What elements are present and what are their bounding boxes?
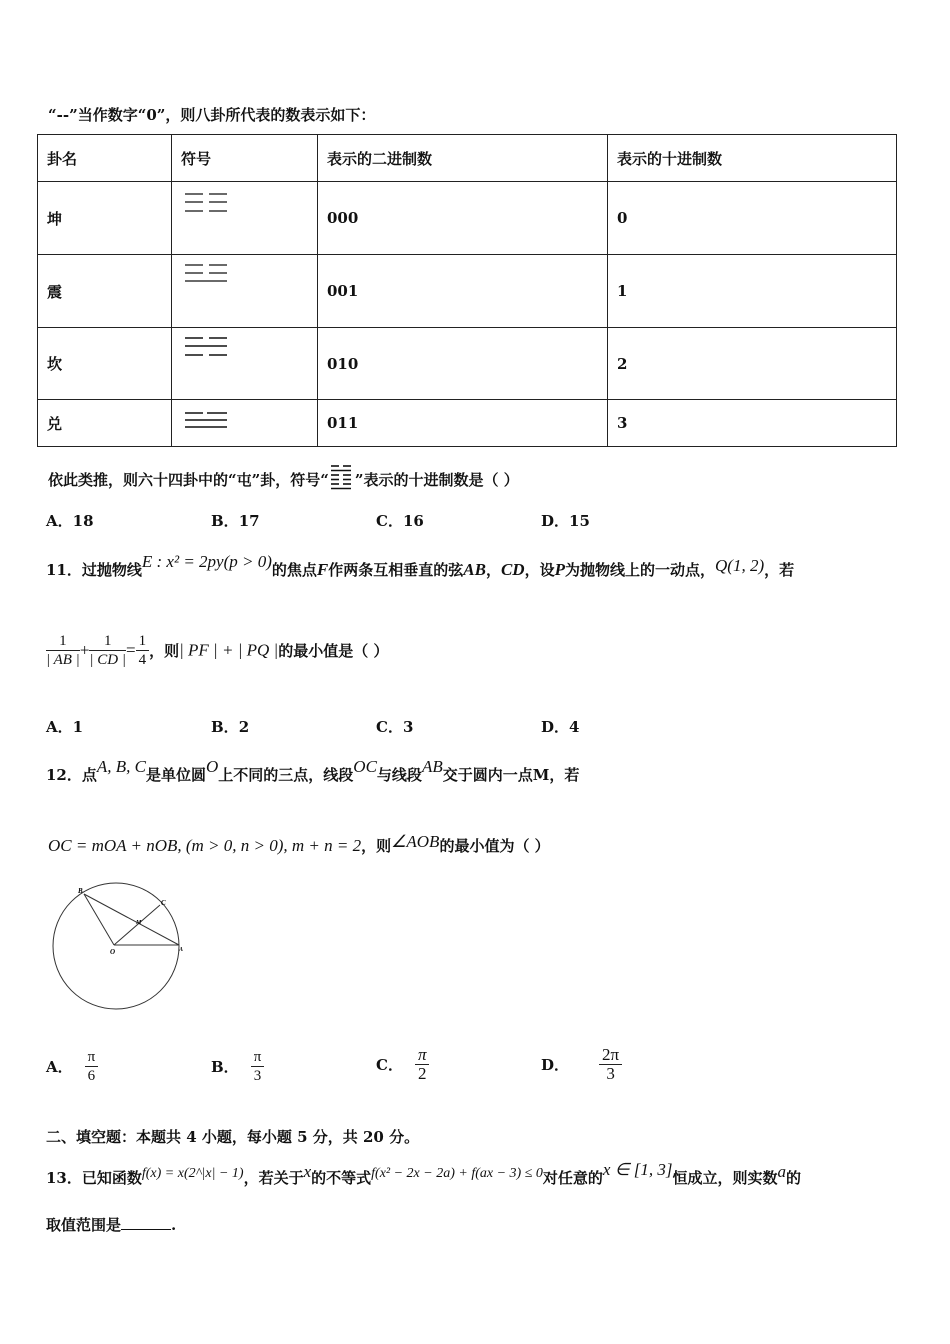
option-label: D． [541, 718, 570, 736]
frac-num: 2π [599, 1046, 622, 1065]
option-text: 15 [569, 512, 590, 530]
q11-stem-line1 [46, 552, 794, 580]
gua-binary: 001 [318, 255, 608, 328]
gua-symbol [172, 255, 318, 328]
option-frac [251, 1048, 265, 1085]
q10-option-c[interactable] [376, 510, 424, 531]
unit-circle-figure [48, 874, 218, 1014]
q11-plus: + [79, 640, 90, 660]
q12-points: A, B, C [96, 757, 146, 776]
header-binary: 表示的二进制数 [318, 135, 608, 182]
gua-decimal: 0 [608, 182, 897, 255]
option-frac [599, 1046, 622, 1083]
option-frac [85, 1048, 99, 1085]
option-text: 17 [238, 512, 260, 530]
option-text: 2 [238, 718, 250, 736]
q12-option-c[interactable] [376, 1046, 429, 1083]
gua-name: 兑 [38, 400, 172, 447]
tun-hexagram-icon [329, 463, 355, 491]
q12-text-c: 与线段 [376, 766, 422, 784]
q12-option-b[interactable] [211, 1048, 264, 1085]
q12-text-f: 的最小值为（ ） [439, 837, 550, 855]
intro-line: “--”当作数字“0”，则八卦所代表的数表示如下： [48, 106, 376, 124]
header-decimal: 表示的十进制数 [608, 135, 897, 182]
q13-text-b: 的不等式 [311, 1169, 372, 1187]
q11-option-c[interactable] [376, 716, 413, 737]
q11-frac1 [46, 632, 80, 669]
q12-OC: OC [353, 757, 377, 776]
dui-symbol-icon [181, 408, 231, 434]
option-label: C． [376, 1056, 403, 1074]
gua-name: 坎 [38, 328, 172, 400]
q11-expr: | PF | + | PQ | [179, 640, 279, 660]
frac-num: π [251, 1048, 265, 1067]
option-label: C． [376, 718, 403, 736]
q11-frac3 [136, 632, 150, 669]
q13-x: x [303, 1162, 312, 1181]
answer-blank[interactable] [121, 1215, 171, 1230]
q12-AB: AB [421, 757, 443, 776]
table-header-row [38, 135, 897, 182]
gua-symbol [172, 328, 318, 400]
frac-num: π [415, 1046, 430, 1065]
q11-Q: Q(1, 2) [715, 556, 765, 575]
q11-text-b: 作两条互相垂直的弦 [328, 561, 464, 579]
frac-den: 4 [138, 652, 147, 668]
gua-name: 震 [38, 255, 172, 328]
option-label: D． [541, 1056, 570, 1074]
q13-range: x ∈ [1, 3] [602, 1160, 673, 1179]
table-row [38, 328, 897, 400]
q10-stem [48, 463, 519, 491]
q10-option-d[interactable] [541, 510, 590, 531]
option-text: 1 [72, 718, 84, 736]
q13-a: a [777, 1162, 787, 1181]
gua-symbol [172, 182, 318, 255]
table-row [38, 182, 897, 255]
option-label: B． [211, 512, 239, 530]
q12-O: O [206, 757, 219, 776]
q13-stem-line1 [46, 1160, 801, 1188]
q11-text-e: ，若 [764, 561, 795, 579]
gua-binary: 010 [318, 328, 608, 400]
q11-comma: ， [485, 561, 501, 579]
frac-num: 1 [136, 632, 150, 651]
q11-text-a: 的焦点 [271, 561, 317, 579]
option-label: B． [211, 718, 239, 736]
kan-symbol-icon [181, 336, 231, 362]
q12-text-e: ，则 [361, 837, 392, 855]
header-symbol: 符号 [172, 135, 318, 182]
q12-text-a: 是单位圆 [145, 766, 206, 784]
q13-inequality: f(x² − 2x − 2a) + f(ax − 3) ≤ 0 [371, 1166, 543, 1181]
frac-den: | AB | [46, 652, 80, 668]
q12-angle: ∠AOB [391, 832, 440, 851]
frac-den: | CD | [89, 652, 126, 668]
label-M: M [136, 920, 142, 926]
gua-binary: 000 [318, 182, 608, 255]
q11-text-c: ，设 [524, 561, 555, 579]
q11-F: F [316, 560, 329, 579]
q11-option-b[interactable] [211, 716, 249, 737]
table-row [38, 400, 897, 447]
label-C: C [161, 899, 166, 907]
frac-den: 3 [253, 1068, 262, 1084]
option-text: 16 [402, 512, 424, 530]
option-label: D． [541, 512, 570, 530]
q11-equals: = [126, 640, 136, 660]
kun-symbol-icon [181, 192, 231, 218]
option-label: B． [211, 1058, 239, 1076]
q13-function: f(x) = x(2^|x| − 1) [141, 1166, 244, 1181]
frac-num: π [85, 1048, 99, 1067]
q11-P: P [554, 560, 565, 579]
q12-text-d: 交于圆内一点M，若 [442, 766, 580, 784]
q11-option-d[interactable] [541, 716, 579, 737]
q11-option-a[interactable] [46, 716, 83, 737]
q12-option-a[interactable] [46, 1048, 98, 1085]
table-row [38, 255, 897, 328]
q12-num: 12．点 [46, 766, 97, 784]
q12-vector-eq: OC = mOA + nOB, (m > 0, n > 0), m + n = 2 [48, 836, 362, 855]
option-label: A． [46, 1058, 73, 1076]
option-text: 4 [569, 718, 580, 736]
label-A: A [179, 947, 184, 953]
q11-stem-line2 [46, 632, 388, 669]
q12-stem-line1 [46, 757, 579, 785]
gua-decimal: 2 [608, 328, 897, 400]
gua-symbol [172, 400, 318, 447]
q12-stem-line2 [48, 832, 550, 856]
option-text: 3 [402, 718, 414, 736]
q11-frac2 [89, 632, 126, 669]
option-label: A． [46, 718, 73, 736]
zhen-symbol-icon [181, 263, 231, 289]
label-B: B [78, 887, 83, 895]
option-label: A． [46, 512, 73, 530]
q10-stem-b: ”表示的十进制数是（ ） [354, 471, 519, 489]
q11-num: 11．过抛物线 [46, 561, 142, 579]
q13-end: . [171, 1216, 177, 1234]
q13-stem-line2 [46, 1214, 176, 1235]
gua-decimal: 3 [608, 400, 897, 447]
option-label: C． [376, 512, 403, 530]
q11-parabola-eq: E : x² = 2py(p > 0) [141, 552, 272, 571]
q11-text-f: ，则 [149, 642, 180, 660]
frac-den: 3 [606, 1064, 615, 1083]
q13-text-a: ，若关于 [243, 1169, 304, 1187]
q11-AB: AB [463, 560, 486, 579]
frac-den: 2 [417, 1064, 427, 1083]
gua-binary: 011 [318, 400, 608, 447]
frac-num: 1 [89, 632, 126, 651]
q13-text-e: 的 [786, 1169, 802, 1187]
q12-option-d[interactable] [541, 1046, 622, 1083]
q13-line2: 取值范围是 [46, 1216, 122, 1234]
q10-option-a[interactable] [46, 510, 94, 531]
q11-CD: CD [500, 560, 525, 579]
label-O: O [110, 948, 116, 956]
q13-num: 13．已知函数 [46, 1169, 142, 1187]
frac-num: 1 [46, 632, 80, 651]
q10-option-b[interactable] [211, 510, 260, 531]
bagua-table [37, 134, 897, 447]
frac-den: 6 [87, 1068, 96, 1084]
q10-stem-a: 依此类推，则六十四卦中的“屯”卦，符号“ [48, 471, 329, 489]
q12-text-b: 上不同的三点，线段 [218, 766, 354, 784]
header-name: 卦名 [38, 135, 172, 182]
option-frac [415, 1046, 430, 1083]
q13-text-c: 对任意的 [542, 1169, 603, 1187]
section-2-heading: 二、填空题：本题共 4 小题，每小题 5 分，共 20 分。 [46, 1128, 420, 1146]
gua-decimal: 1 [608, 255, 897, 328]
q11-text-d: 为抛物线上的一动点， [564, 561, 715, 579]
q11-text-g: 的最小值是（ ） [278, 642, 389, 660]
option-text: 18 [72, 512, 94, 530]
q13-text-d: 恒成立，则实数 [672, 1169, 778, 1187]
gua-name: 坤 [38, 182, 172, 255]
